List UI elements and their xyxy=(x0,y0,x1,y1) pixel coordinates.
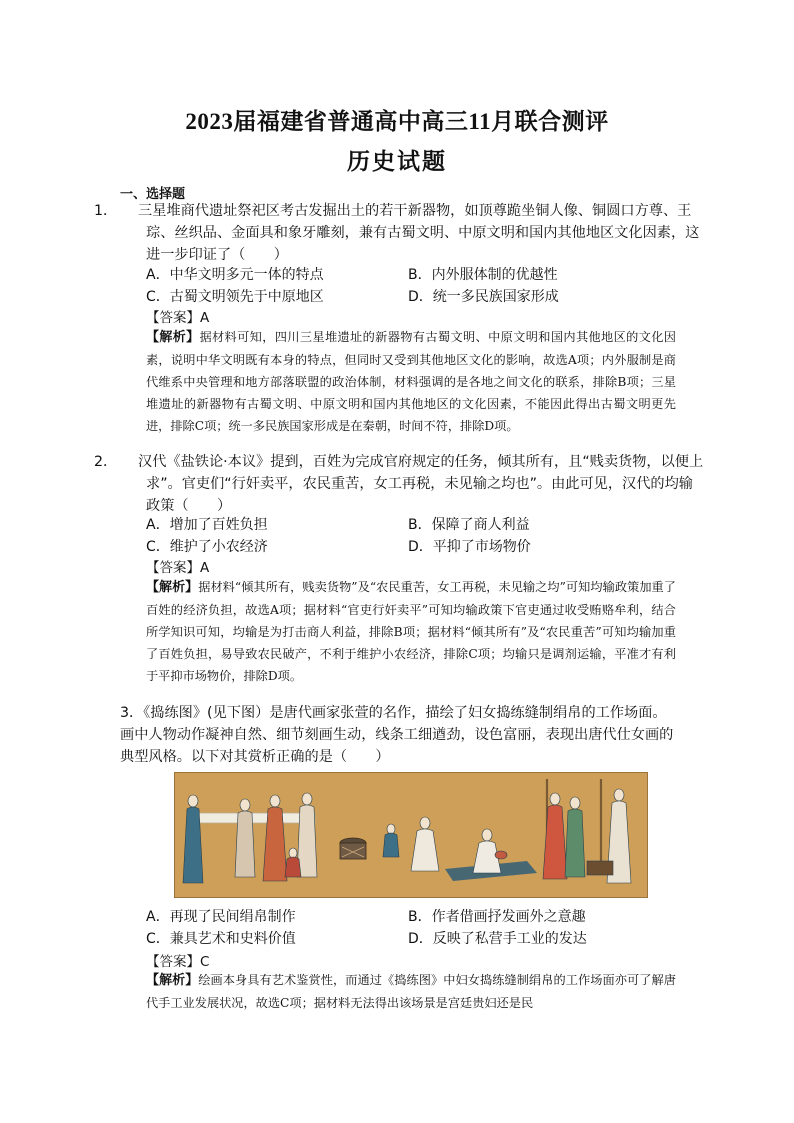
explanation-label: 【解析】 xyxy=(146,973,199,988)
answer-2: 【答案】A xyxy=(146,560,210,576)
question-stem: 三星堆商代遗址祭祀区考古发掘出土的若干新器物，如顶尊跪坐铜人像、铜圆口方尊、王琮、丝织品、金面具和象牙雕刻，兼有古蜀文明、中原文明和国内其他地区文化因素，这进一步印证了（ ） xyxy=(138,203,700,263)
painting-image xyxy=(174,772,648,898)
explanation-3 xyxy=(146,969,676,1014)
question-3 xyxy=(120,702,680,768)
section-heading: 一、选择题 xyxy=(120,187,186,202)
question-1 xyxy=(94,200,706,266)
option-a: A．增加了百姓负担 xyxy=(146,517,268,533)
exam-subtitle: 历史试题 xyxy=(347,149,447,174)
answer-1: 【答案】A xyxy=(146,310,210,326)
question-stem: 汉代《盐铁论·本议》提到，百姓为完成官府规定的任务，倾其所有，且“贱卖货物，以便上求”。官吏们“行奸卖平，农民重苦，女工再税，未见输之均也”。由此可见，汉代的均输政策（ ） xyxy=(138,454,704,514)
explanation-2 xyxy=(146,576,676,687)
question-1-options xyxy=(146,264,686,308)
explanation-text: 据材料“倾其所有，贱卖货物”及“农民重苦，女工再税，未见输之均”可知均输政策加重了百姓的经济负担，故选A项；据材料“官吏行奸卖平”可知均输政策下官吏通过收受贿赂牟利，结合所学知识可知，均输是为打击商人利益，排除B项；据材料“倾其所有”及“农民重苦”可知均输加重了百姓负担，易导致农民破产，不利于维护小农经济，排除C项；均输只是调剂运输，平准才有利于平抑市场物价，排除D项。 xyxy=(146,580,676,683)
exam-title: 2023届福建省普通高中高三11月联合测评 xyxy=(185,109,609,134)
answer-3: 【答案】C xyxy=(146,954,210,970)
option-c: C．维护了小农经济 xyxy=(146,539,268,555)
option-d: D．平抑了市场物价 xyxy=(408,539,531,555)
explanation-text: 绘画本身具有艺术鉴赏性，而通过《捣练图》中妇女捣练缝制绢帛的工作场面亦可了解唐代手工业发展状况，故选C项；据材料无法得出该场景是宫廷贵妇还是民 xyxy=(146,973,676,1010)
explanation-label: 【解析】 xyxy=(146,580,199,595)
daolian-painting-illustration xyxy=(175,773,647,897)
question-number: 3． xyxy=(120,705,144,721)
question-stem: 《捣练图》(见下图）是唐代画家张萱的名作，描绘了妇女捣练缝制绢帛的工作场面。画中人物动作凝神自然、细节刻画生动，线条工细遒劲，设色富丽，表现出唐代仕女画的典型风格。以下对其赏析正确的是（ ） xyxy=(120,705,674,765)
option-b: B．作者借画抒发画外之意趣 xyxy=(408,909,586,925)
option-b: B．保障了商人利益 xyxy=(408,517,530,533)
option-d: D．统一多民族国家形成 xyxy=(408,289,559,305)
question-2 xyxy=(94,451,706,517)
explanation-text: 据材料可知，四川三星堆遗址的新器物有古蜀文明、中原文明和国内其他地区的文化因素，说明中华文明既有本身的特点，但同时又受到其他地区文化的影响，故选A项；内外服制是商代维系中央管理和地方部落联盟的政治体制，材料强调的是各地之间文化的联系，排除B项；三星堆遗址的新器物有古蜀文明、中原文明和国内其他地区的文化因素，不能因此得出古蜀文明更先进，排除C项；统一多民族国家形成是在秦朝，时间不符，排除D项。 xyxy=(146,330,676,433)
question-3-options xyxy=(146,906,686,950)
option-a: A．中华文明多元一体的特点 xyxy=(146,267,324,283)
option-d: D．反映了私营手工业的发达 xyxy=(408,931,587,947)
question-number: 1． xyxy=(94,203,118,219)
question-number: 2． xyxy=(94,454,118,470)
option-a: A．再现了民间绢帛制作 xyxy=(146,909,296,925)
explanation-label: 【解析】 xyxy=(146,330,200,345)
option-c: C．兼具艺术和史料价值 xyxy=(146,931,296,947)
explanation-1 xyxy=(146,326,676,437)
option-b: B．内外服体制的优越性 xyxy=(408,267,558,283)
option-c: C．古蜀文明领先于中原地区 xyxy=(146,289,324,305)
question-2-options xyxy=(146,514,686,558)
